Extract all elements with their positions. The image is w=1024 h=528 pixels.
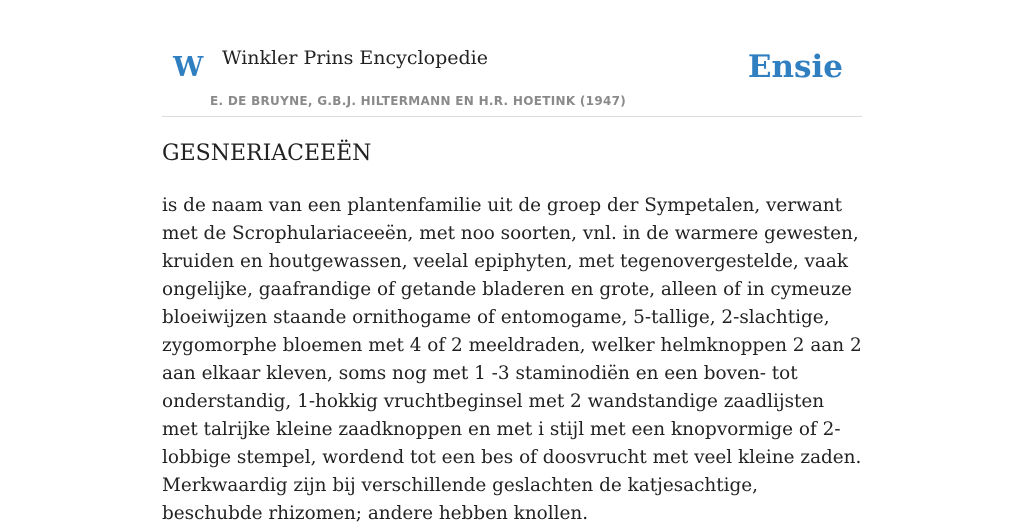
- source-header: [162, 36, 862, 117]
- entry-title: GESNERIACEEËN: [162, 141, 372, 166]
- source-title[interactable]: Winkler Prins Encyclopedie: [222, 47, 488, 69]
- source-authors: E. DE BRUYNE, G.B.J. HILTERMANN EN H.R. HOETINK (1947): [210, 94, 627, 108]
- winkler-prins-logo-icon[interactable]: W: [173, 52, 204, 83]
- entry-body: is de naam van een plantenfamilie uit de groep der Sympetalen, verwant met de Scrophulariaceeën, met noo soorten, vnl. in de warmere gewesten, kruiden en houtgewassen, veelal epiphyten, met tegenovergestelde, vaak ongelijke, gaafrandige of getande bladeren en grote, alleen of in cymeuze bloeiwijzen staande ornithogame of entomogame, 5-tallige, 2-slachtige, zygomorphe bloemen met 4 of 2 meeldraden, welker helmknoppen 2 aan 2 aan elkaar kleven, soms nog met 1 -3 staminodiën en een boven- tot onderstandig, 1-hokkig vruchtbeginsel met 2 wandstandige zaadlijsten met talrijke kleine zaadknoppen en met i stijl met een knopvormige of 2-lobbige stempel, wordend tot een bes of doosvrucht met veel kleine zaden. Merkwaardig zijn bij verschillende geslachten de katjesachtige, beschubde rhizomen; andere hebben knollen.: [162, 195, 862, 524]
- ensie-brand-logo[interactable]: Ensie: [747, 49, 843, 85]
